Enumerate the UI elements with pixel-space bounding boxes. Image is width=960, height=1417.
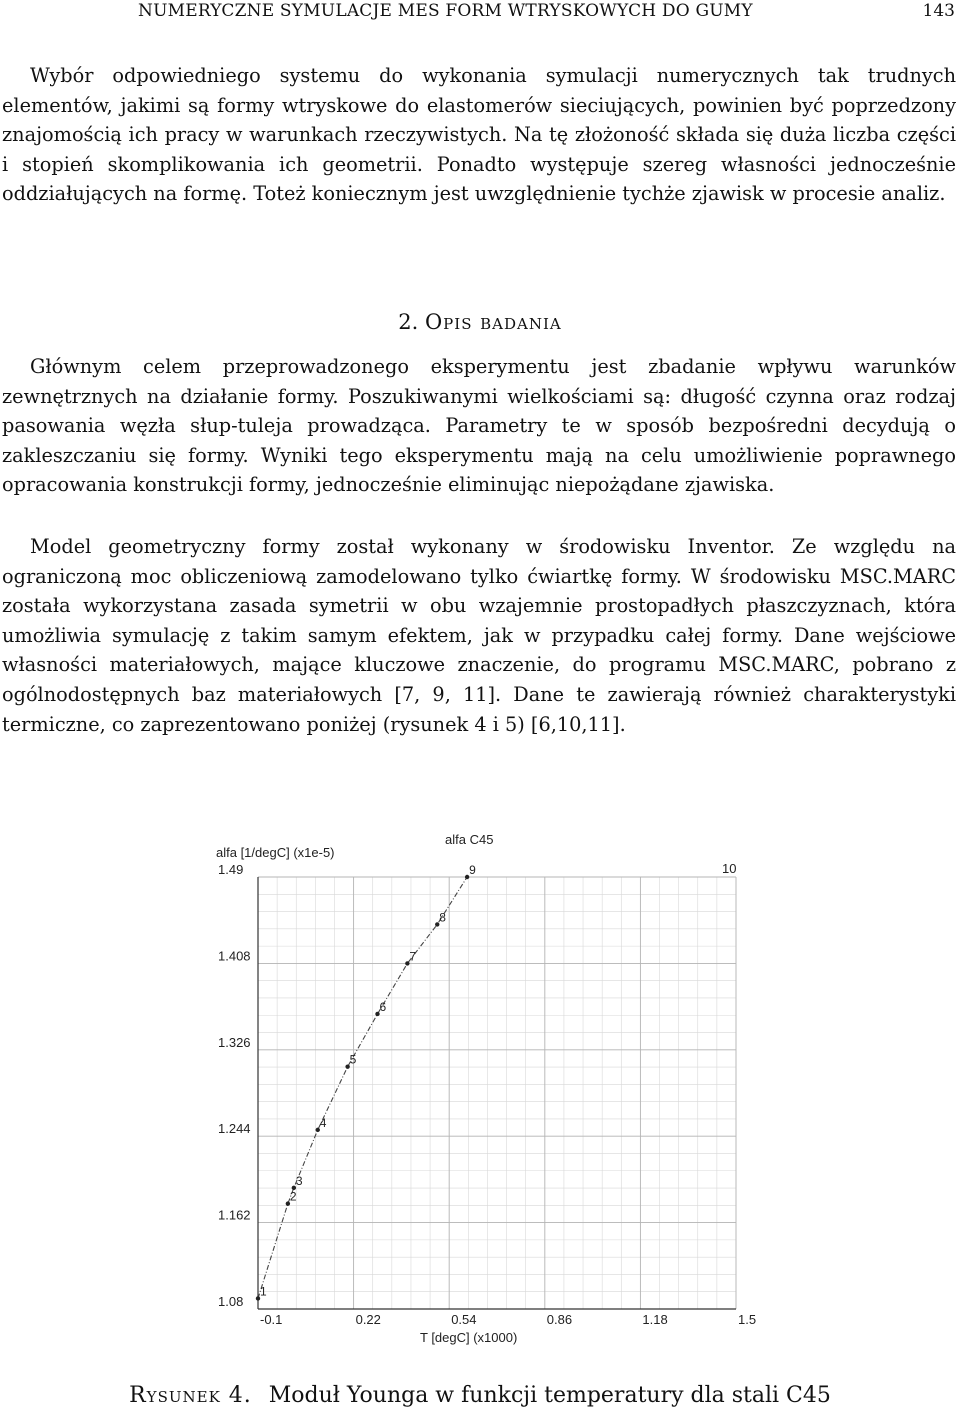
y-tick-label: 1.326: [218, 1034, 251, 1050]
paragraph-1: Głównym celem przeprowadzonego eksperymentu jest zbadanie wpływu warunków zewnętrznych na działanie formy. Poszukiwanymi wielkościami są: długość czynna oraz rodzaj pasowania węzła słup-tuleja prowadząca. Parametry te w sposób bezpośredni decydują o zakleszczaniu się formy. Wyniki tego eksperymentu mają na celu umożliwienie poprawnego opracowania konstrukcji formy, jednocześnie eliminując niepożądane zjawiska.: [2, 355, 956, 497]
y-tick-label: 1.08: [218, 1294, 244, 1309]
intro-paragraph-block: [2, 61, 956, 209]
page-number: 143: [922, 1, 955, 21]
y-tick-label: 1.244: [218, 1121, 251, 1137]
point-label: 4: [319, 1115, 327, 1130]
y-tick-label: 1.49: [218, 862, 244, 877]
point-label: 2: [289, 1189, 297, 1204]
x-tick-label: 0.86: [546, 1312, 573, 1327]
series-line: [258, 877, 467, 1298]
x-tick-label: 1.5: [738, 1312, 757, 1327]
paragraph-2: Model geometryczny formy został wykonany w środowisku Inventor. Ze względu na ograniczoną moc obliczeniową zamodelowano tylko ćwiartkę formy. W środowisku MSC.MARC została wykorzystana zasada symetrii w obu wzajemnie prostopadłych płaszczyznach, która umożliwia symulację z takim samym efektem, jak w przypadku całej formy. Dane wejściowe własności materiałowych, mające kluczowe znaczenie, do programu MSC.MARC, pobrano z ogólnodostępnych baz materiałowych [7, 9, 11]. Dane te zawierają również charakterystyki termiczne, co zaprezentowano poniżej (rysunek 4 i 5) [6,10,11].: [2, 535, 956, 736]
y-tick-label: 1.162: [218, 1207, 251, 1223]
y-axis-label: alfa [1/degC] (x1e-5): [216, 845, 335, 860]
point-label: 7: [409, 949, 417, 964]
point-label: 1: [260, 1284, 267, 1299]
point-label: 9: [469, 863, 476, 877]
x-tick-label: -0.1: [260, 1312, 283, 1327]
point-label: 5: [349, 1052, 357, 1067]
end-marker-label: 10: [722, 861, 737, 876]
section-heading: [0, 310, 960, 334]
x-axis-label: T [degC] (x1000): [420, 1330, 518, 1345]
y-tick-label: 1.408: [218, 948, 251, 964]
chart-svg: [190, 822, 770, 1345]
running-title: NUMERYCZNE SYMULACJE MES FORM WTRYSKOWYCH DO GUMY: [138, 1, 753, 21]
paragraph-1-block: [2, 352, 956, 500]
chart-title: alfa C45: [445, 832, 494, 847]
section-number: 2.: [398, 310, 419, 334]
page-header: [0, 0, 960, 26]
x-tick-label: 1.18: [642, 1312, 668, 1327]
caption-label: Rysunek 4.: [129, 1383, 252, 1408]
point-label: 6: [379, 999, 387, 1014]
paragraph-2-block: [2, 532, 956, 739]
figure-chart: [190, 822, 770, 1345]
point-label: 3: [295, 1173, 303, 1188]
x-tick-label: 0.54: [451, 1312, 477, 1327]
x-tick-label: 0.22: [355, 1312, 381, 1327]
caption-text: Moduł Younga w funkcji temperatury dla stali C45: [268, 1383, 831, 1408]
point-label: 8: [439, 910, 446, 925]
figure-caption: [0, 1383, 960, 1408]
section-title: Opis badania: [424, 310, 562, 334]
intro-paragraph: Wybór odpowiedniego systemu do wykonania symulacji numerycznych tak trudnych elementów, jakimi są formy wtryskowe do elastomerów sieciujących, powinien być poprzedzony znajomością ich pracy w warunkach rzeczywistych. Na tę złożoność składa się duża liczba części i stopień skomplikowania ich geometrii. Ponadto występuje szereg własności jednocześnie oddziałujących na formę. Toteż koniecznym jest uwzględnienie tychże zjawisk w procesie analiz.: [2, 64, 956, 206]
